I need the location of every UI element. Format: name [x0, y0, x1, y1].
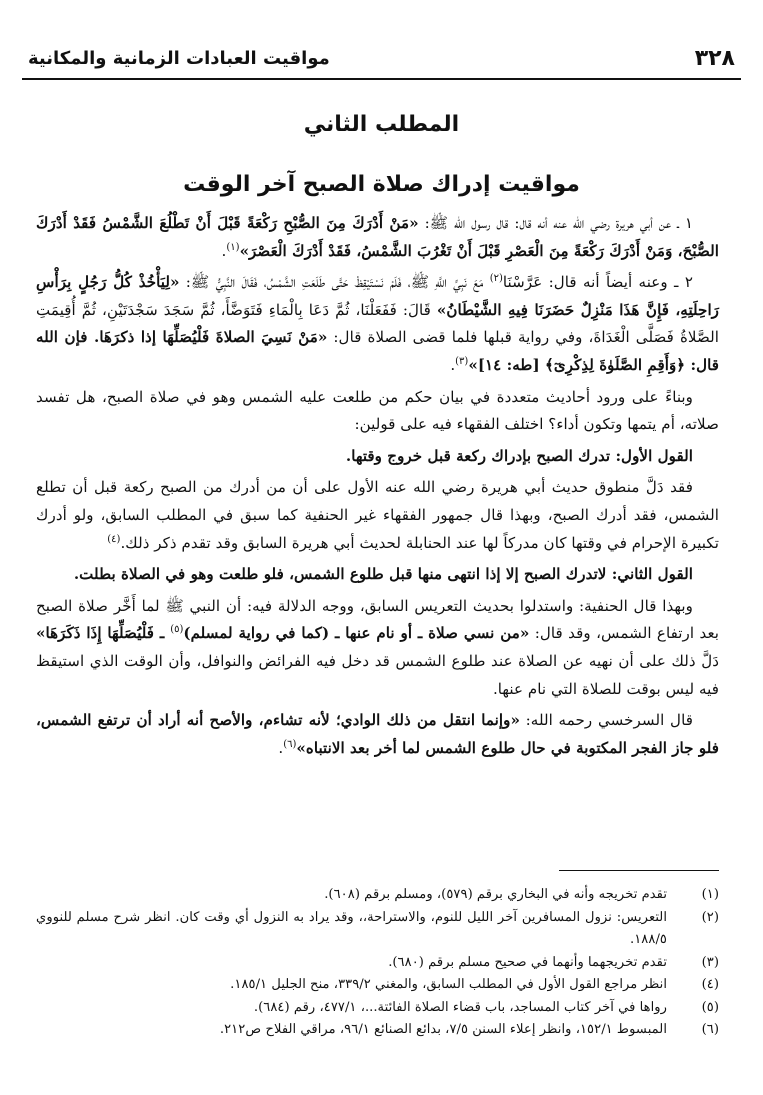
text-run: .: [450, 355, 456, 374]
footnote-ref: (٣): [455, 355, 469, 367]
running-title: مواقيت العبادات الزمانية والمكانية: [28, 48, 330, 69]
footnote-ref: (٦): [283, 738, 297, 750]
hadith-quote: «مَنْ أَدْرَكَ مِنَ الصُّبْحِ رَكْعَةً قَبْلَ أَنْ تَطْلُعَ الشَّمْسُ فَقَدْ أَدْرَكَ الصُّبْحَ، وَمَنْ أَدْرَكَ رَكْعَةً مِنَ الْعَصْرِ قَبْلَ أَنْ تَغْرُبَ الشَّمْسُ، فَقَدْ أَدْرَكَ الْعَصْرَ»: [36, 214, 719, 260]
page-header: [22, 44, 741, 80]
footnote-ref: (١): [226, 241, 240, 253]
footnote-number: (٤): [701, 977, 719, 992]
footnote-ref: (٤): [107, 533, 121, 545]
footnotes: [36, 884, 719, 1042]
footnote-text: المبسوط ١٥٢/١، وانظر إعلاء السنن ٧/٥، بدائع الصنائع ٩٦/١، مراقي الفلاح ص٢١٢.: [219, 1022, 667, 1037]
footnote-text: رواها في آخر كتاب المساجد، باب قضاء الصلاة الفائتة...، ٤٧٧/١، رقم (٦٨٤).: [253, 999, 667, 1015]
footnote-text: التعريس: نزول المسافرين آخر الليل للنوم، والاستراحة،، وقد يراد به النزول أي وقت كان. انظر شرح مسلم للنووي ١٨٨/٥.: [36, 909, 667, 947]
hadith-quote: ـ فَلْيُصَلِّهَا إِذَا ذَكَرَهَا»: [36, 624, 171, 643]
page-number: ٣٢٨: [694, 46, 735, 71]
text-run: ١ ـ عن أبي هريرة رضي الله عنه أنه قال: قال رسول الله ﷺ:: [418, 214, 693, 232]
main-text: [36, 210, 719, 766]
hadith-quote: «مَنْ نَسِيَ الصلاةَ فَلْيُصَلِّهَا إذا ذكرَهَا. فإن الله قال: ﴿وَأَقِمِ الصَّلَوٰةَ لِذِكْرِىٓ﴾ [طه: ١٤]»: [36, 328, 719, 374]
text-run: ٢ ـ وعنه أيضاً أنه قال: عَرَّسْنَا: [502, 273, 693, 292]
text-run: مَعَ نَبِيِّ اللَّهِ ﷺ، فَلَمْ نَسْتَيْقِظْ حَتَّى طَلَعَتِ الشَّمْسُ، فَقَالَ النَّبِيُّ ﷺ:: [179, 273, 490, 292]
footnote: [36, 907, 719, 952]
footnote: [36, 952, 719, 975]
footnote-number: (٣): [701, 954, 719, 970]
footnote: [36, 974, 719, 997]
second-opinion-paragraph: [36, 593, 719, 703]
footnote-number: (٢): [701, 909, 719, 925]
scholar-quote: «وإنما انتقل من ذلك الوادي؛ لأنه تشاءم، والأصح أنه أراد أن ترتفع الشمس، فلو جاز الفجر المكتوبة في حال طلوع الشمس لما أخر بعد الانتباه»: [36, 711, 719, 757]
hadith-quote: «لِيَأْخُذْ كُلُّ رَجُلٍ بِرَأْسِ رَاحِلَتِهِ، فَإِنَّ هَذَا مَنْزِلٌ حَضَرَنَا فِيهِ الشَّيْطَانُ»: [36, 273, 720, 319]
text-run: وبهذا قال الحنفية: واستدلوا بحديث التعريس السابق، ووجه الدلالة فيه: أن النبي ﷺ لما أَخَّر صلاة الصبح بعد ارتفاع الشمس، وقد قال:: [36, 596, 719, 643]
footnote-text: تقدم تخريجه وأنه في البخاري برقم (٥٧٩)، ومسلم برقم (٦٠٨).: [324, 887, 667, 902]
text-run: فقد دَلَّ منطوق حديث أبي هريرة رضي الله عنه الأول على أن من أدرك من الصبح ركعة قبل أن تطلع الشمس، فقد أدرك الصبح، وبهذا قال جمهور الفقهاء غير الحنفية كما سبق في المطلب السابق، ولو أدرك تكبيرة الإحرام في وقتها كان مدركاً لها عند الحنابلة لحديث أبي هريرة السابق وقد تقدم ذكر ذلك.: [36, 478, 719, 552]
text-run: دَلَّ ذلك على أن نهيه عن الصلاة عند طلوع الشمس قد دخل فيه الفرائض والنوافل، وأن الوقت الذي استيقظ فيه ليس بوقت للصلاة التي نام عنها.: [36, 651, 719, 698]
first-opinion-heading: القول الأول: تدرك الصبح بإدراك ركعة قبل خروج وقتها.: [345, 446, 693, 465]
footnote: [36, 884, 719, 907]
text-run: قال السرخسي رحمه الله:: [519, 711, 693, 730]
text-run: قَالَ: فَفَعَلْنَا، ثُمَّ دَعَا بِالْمَاءِ فَتَوَضَّأَ، ثُمَّ سَجَدَ سَجْدَتَيْنِ، ثُمَّ أُقِيمَتِ الصَّلاةُ فَصَلَّى الْغَدَاةَ، وفي رواية قبلها فلما قضى الصلاة قال:: [36, 300, 719, 347]
footnote-text: انظر مراجع القول الأول في المطلب السابق، والمغني ٣٣٩/٢، منح الجليل ١٨٥/١.: [230, 977, 667, 992]
footnote: [36, 1019, 719, 1042]
hadith-paragraph-2: [36, 269, 719, 379]
footnote-number: (٥): [701, 999, 719, 1015]
footnote-number: (٦): [701, 1022, 719, 1037]
footnote-number: (١): [701, 887, 719, 902]
footnote-text: تقدم تخريجهما وأنهما في صحيح مسلم برقم (٦٨٠).: [388, 954, 667, 970]
second-opinion-heading: القول الثاني: لاتدرك الصبح إلا إذا انتهى منها قبل طلوع الشمس، فلو طلعت وهو في الصلاة بطلت.: [73, 565, 693, 584]
subsection-title: مواقيت إدراك صلاة الصبح آخر الوقت: [183, 172, 580, 197]
footnote-separator: [559, 870, 719, 871]
footnote: [36, 997, 719, 1020]
section-title: المطلب الثاني: [303, 112, 460, 137]
sarakhsi-quote-paragraph: [36, 707, 719, 762]
footnote-ref: (٢): [489, 273, 503, 285]
hadith-quote: «من نسي صلاة ـ أو نام عنها ـ (كما في رواية لمسلم): [183, 624, 530, 643]
first-opinion-paragraph: [36, 474, 719, 557]
intro-paragraph: وبناءً على ورود أحاديث متعددة في بيان حكم من طلعت عليه الشمس وهو في صلاة الصبح، هل تفسد صلاته، أم يتمها وتكون أداء؟ اختلف الفقهاء فيه على قولين:: [36, 387, 719, 434]
footnote-ref: (٥): [170, 624, 184, 636]
text-run: .: [221, 241, 227, 260]
hadith-paragraph-1: [36, 210, 719, 265]
text-run: .: [278, 738, 284, 757]
